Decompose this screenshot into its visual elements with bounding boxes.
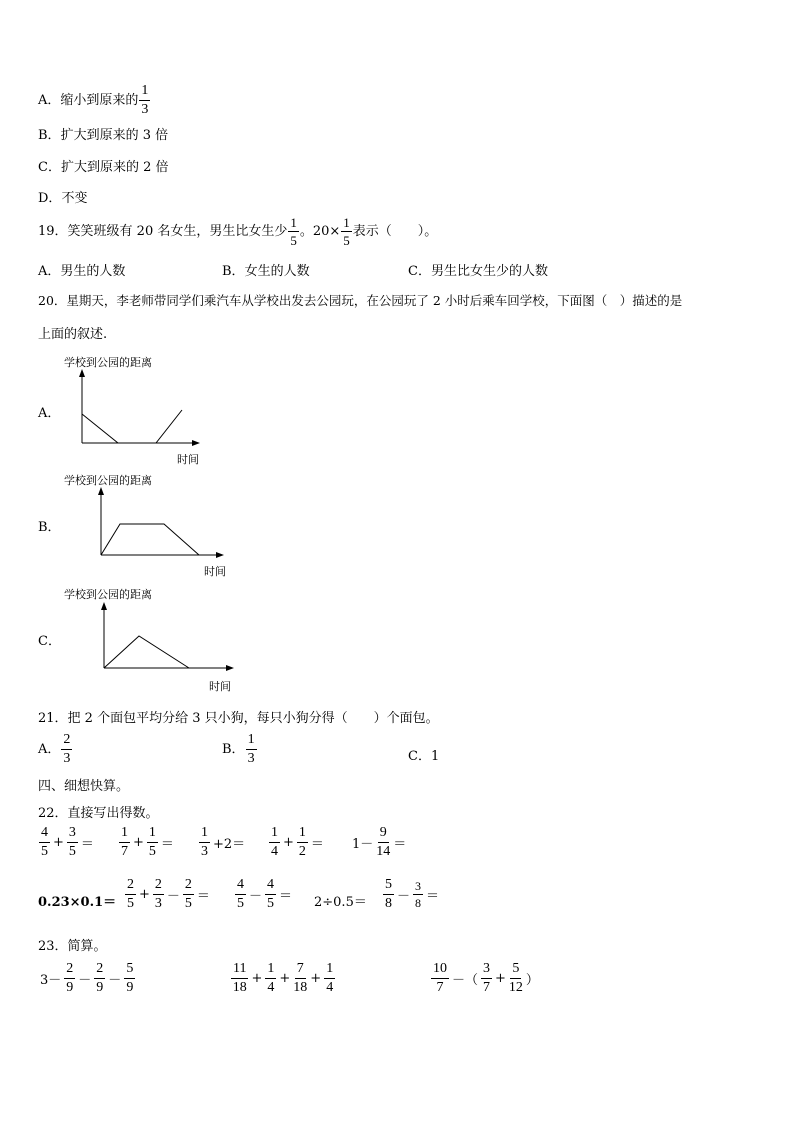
option-text: 不变: [61, 191, 88, 206]
q22-expr-8: $\frac{4}{5}$ － $\frac{4}{5}$ ＝: [237, 877, 293, 911]
option-label: C．: [408, 264, 431, 279]
option-text: 1: [430, 749, 440, 764]
option-label: B．: [38, 128, 61, 143]
graph-c-ylabel: 学校到公园的距离: [64, 588, 152, 601]
stem-text: 表示（ ）。: [352, 224, 438, 239]
q22-expr-5: 1－ $\frac{9}{14}$ ＝: [352, 825, 407, 859]
option-label: A．: [38, 93, 61, 108]
option-label: D．: [38, 191, 62, 206]
option-text: 扩大到原来的 3 倍: [60, 128, 169, 143]
q22-stem: 22．直接写出得数。: [38, 806, 159, 821]
q22-expr-10: $\frac{5}{8}$ － $\frac{3}{8}$ ＝: [385, 877, 440, 911]
graph-c-x-arrow: [226, 665, 234, 671]
graph-b-xlabel: 时间: [204, 565, 226, 578]
option-text: 男生的人数: [60, 264, 126, 279]
q22-expr-6: 0.23×0.1＝: [38, 895, 117, 910]
option-text: 男生比女生少的人数: [430, 264, 548, 279]
graph-c-xlabel: 时间: [209, 680, 231, 693]
q22-expr-7: $\frac{2}{5}$ + $\frac{2}{3}$ － $\frac{2}{5}$ ＝: [127, 877, 210, 911]
option-text: 缩小到原来的: [60, 93, 139, 108]
option-text: 女生的人数: [244, 264, 310, 279]
option-label: B．: [222, 264, 245, 279]
q23-stem: 23．简算。: [38, 939, 107, 954]
option-label: C．: [408, 749, 431, 764]
graph-c-y-arrow: [101, 602, 107, 610]
fraction: $\frac{1}{5}$: [343, 215, 350, 248]
graph-a-ylabel: 学校到公园的距离: [64, 356, 152, 369]
graph-a-option-label[interactable]: A．: [38, 406, 61, 421]
q23-expr-3: $\frac{10}{7}$ －（ $\frac{3}{7}$ + $\frac{5}{12}$ ）: [433, 961, 539, 995]
q22-expr-9: 2÷0.5＝: [314, 895, 367, 910]
q21-stem: 21．把 2 个面包平均分给 3 只小狗，每只小狗分得（ ）个面包。: [38, 711, 439, 726]
fraction: $\frac{1}{3}$: [141, 83, 149, 117]
option-label: B．: [222, 742, 245, 757]
q22-expr-1: $\frac{4}{5}$ + $\frac{3}{5}$ ＝: [41, 825, 94, 859]
graph-b-ylabel: 学校到公园的距离: [64, 474, 152, 487]
q22-expr-2: $\frac{1}{7}$ + $\frac{1}{5}$ ＝: [121, 825, 174, 859]
section-title: 四、细想快算。: [38, 779, 130, 794]
fraction: $\frac{1}{5}$: [290, 215, 297, 248]
option-label: A．: [38, 742, 61, 757]
graph-a-xlabel: 时间: [177, 453, 199, 466]
q23-expr-1: 3－ $\frac{2}{9}$ － $\frac{2}{9}$ － $\frac{5}{9}$: [40, 961, 134, 995]
q22-expr-3: $\frac{1}{3}$ +2＝: [201, 825, 246, 859]
stem-text: 19．笑笑班级有 20 名女生，男生比女生少: [38, 224, 288, 239]
q20-stem-line2: 上面的叙述.: [38, 327, 108, 342]
q22-expr-4: $\frac{1}{4}$ + $\frac{1}{2}$ ＝: [271, 825, 324, 859]
q23-expr-2: $\frac{11}{18}$ + $\frac{1}{4}$ + $\frac{7}{18}$ + $\frac{1}{4}$: [232, 961, 334, 995]
q21-option-b[interactable]: [222, 733, 258, 766]
fraction: $\frac{2}{3}$: [63, 732, 71, 766]
option-text: 扩大到原来的 2 倍: [60, 160, 169, 175]
fraction: $\frac{1}{3}$: [247, 732, 255, 766]
q20-stem-line1: 20．星期天，李老师带同学们乘汽车从学校出发去公园玩，在公园玩了 2 小时后乘车回学校，下面图（ ）描述的是: [38, 293, 683, 308]
stem-text: 。20×: [299, 224, 341, 239]
option-label: C．: [38, 160, 61, 175]
graph-b-option-label[interactable]: B．: [38, 520, 61, 535]
graph-c-option-label[interactable]: C．: [38, 634, 61, 649]
option-label: A．: [38, 264, 61, 279]
graph-c-line: [104, 636, 189, 668]
q21-option-a[interactable]: [38, 733, 73, 766]
q21-option-c[interactable]: [408, 745, 439, 764]
